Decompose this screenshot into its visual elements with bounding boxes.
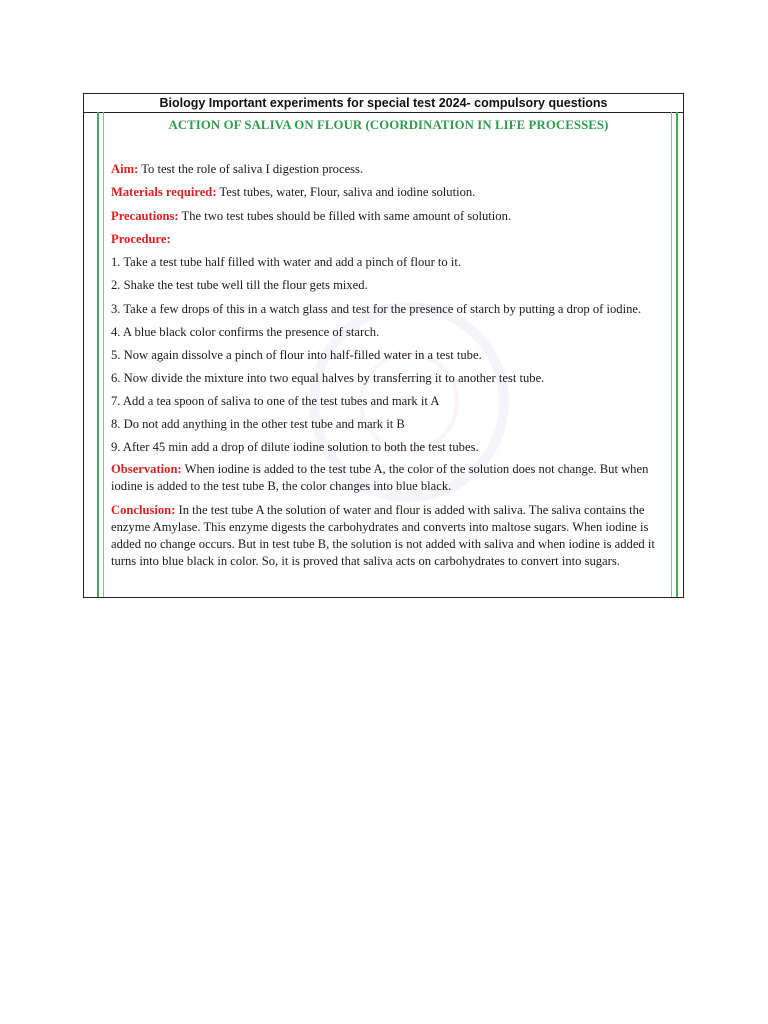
procedure-step: 4. A blue black color confirms the presence of starch. bbox=[111, 325, 380, 339]
procedure-step: 6. Now divide the mixture into two equal halves by transferring it to another test tube. bbox=[111, 371, 545, 385]
aim-line bbox=[111, 162, 666, 177]
conclusion-text: In the test tube A the solution of water and flour is added with saliva. The saliva contains the enzyme Amylase. This enzyme digests the carbohydrates and converts into maltose sugars. When iodine is added no change occurs. But in test tube B, the solution is not added with saliva and when iodine is added it turns into blue black in color. So, it is proved that saliva acts on carbohydrates to convert into sugars. bbox=[111, 503, 655, 568]
materials-line bbox=[111, 185, 666, 200]
procedure-label: Procedure: bbox=[111, 232, 171, 246]
experiment-content bbox=[111, 112, 666, 570]
materials-label: Materials required: bbox=[111, 185, 217, 199]
page-header: Biology Important experiments for special test 2024- compulsory questions bbox=[84, 94, 683, 113]
procedure-step: 8. Do not add anything in the other test tube and mark it B bbox=[111, 417, 405, 431]
conclusion-paragraph bbox=[111, 502, 666, 570]
procedure-step: 1. Take a test tube half filled with water and add a pinch of flour to it. bbox=[111, 255, 462, 269]
observation-paragraph bbox=[111, 461, 666, 495]
procedure-step: 7. Add a tea spoon of saliva to one of the test tubes and mark it A bbox=[111, 394, 440, 408]
procedure-step: 5. Now again dissolve a pinch of flour into half-filled water in a test tube. bbox=[111, 348, 482, 362]
procedure-step: 9. After 45 min add a drop of dilute iodine solution to both the test tubes. bbox=[111, 440, 479, 454]
document-frame bbox=[83, 93, 684, 598]
experiment-title: ACTION OF SALIVA ON FLOUR (COORDINATION IN LIFE PROCESSES) bbox=[168, 118, 609, 132]
observation-text: When iodine is added to the test tube A, the color of the solution does not change. But when iodine is added to the test tube B, the color changes into blue black. bbox=[111, 462, 649, 493]
precautions-text: The two test tubes should be filled with same amount of solution. bbox=[178, 209, 512, 223]
aim-text: To test the role of saliva I digestion process. bbox=[138, 162, 364, 176]
experiment-panel bbox=[97, 112, 678, 597]
observation-label: Observation: bbox=[111, 462, 182, 476]
precautions-label: Precautions: bbox=[111, 209, 179, 223]
conclusion-label: Conclusion: bbox=[111, 503, 176, 517]
materials-text: Test tubes, water, Flour, saliva and iodine solution. bbox=[216, 185, 476, 199]
precautions-line bbox=[111, 209, 666, 224]
procedure-step: 3. Take a few drops of this in a watch glass and test for the presence of starch by putting a drop of iodine. bbox=[111, 302, 642, 316]
aim-label: Aim: bbox=[111, 162, 139, 176]
procedure-step: 2. Shake the test tube well till the flour gets mixed. bbox=[111, 278, 368, 292]
